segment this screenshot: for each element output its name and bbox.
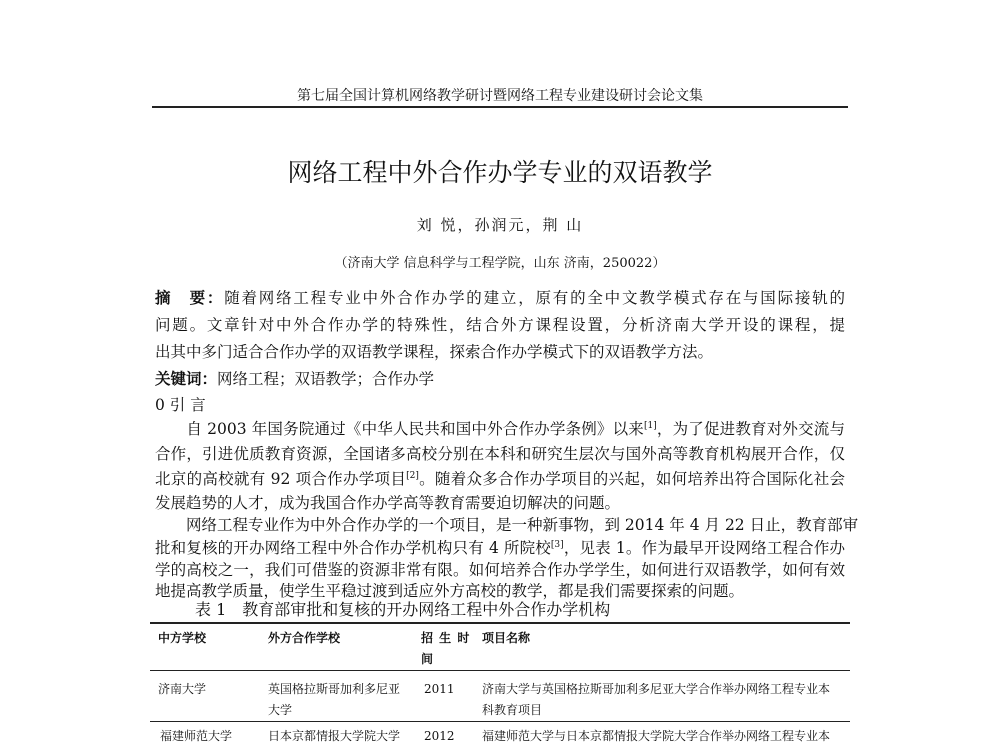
paragraph-text: 。随着众多合作办学项目的兴起，如何培养出符合国际化社会	[418, 470, 845, 488]
paper-title: 网络工程中外合作办学专业的双语教学	[287, 158, 713, 187]
table-cell: 济南大学	[158, 682, 207, 696]
abstract-line	[155, 289, 845, 307]
abstract-text: 随着网络工程专业中外合作办学的建立，原有的全中文教学模式存在与国际接轨的	[224, 289, 845, 307]
table-top-rule	[150, 622, 850, 624]
authors: 刘 悦，孙润元，荆 山	[416, 216, 584, 234]
abstract-line: 出其中多门适合合作办学的双语教学课程，探索合作办学模式下的双语教学方法。	[155, 343, 714, 361]
table-cell: 科教育项目	[482, 703, 543, 717]
table-cell: 英国格拉斯哥加利多尼亚	[268, 682, 401, 696]
header-rule	[152, 106, 848, 108]
keywords	[155, 370, 845, 388]
paragraph-line: 发展趋势的人才，成为我国合作办学高等教育需要迫切解决的问题。	[155, 494, 621, 512]
citation[interactable]: [1]	[643, 420, 657, 431]
paragraph-line	[155, 539, 845, 557]
table-header: 中方学校	[158, 631, 207, 645]
citation[interactable]: [3]	[550, 539, 564, 550]
paragraph-line: 地提高教学质量，使学生平稳过渡到适应外方高校的教学，都是我们需要探索的问题。	[155, 582, 745, 600]
paragraph-line: 合作，引进优质教育资源，全国诸多高校分别在本科和研究生层次与国外高等教育机构展开合作，仅	[155, 445, 845, 463]
paragraph-line: 学的高校之一，我们可借鉴的资源非常有限。如何培养合作办学学生，如何进行双语教学，如何有效	[155, 561, 845, 579]
table-rule	[150, 670, 850, 671]
paragraph-line	[155, 420, 845, 438]
table-header: 外方合作学校	[268, 631, 341, 645]
abstract-label: 摘 要：	[155, 289, 225, 307]
paragraph-line: 网络工程专业作为中外合作办学的一个项目，是一种新事物，到 2014 年 4 月 22 日止，教育部审	[155, 516, 859, 534]
table-rule	[150, 721, 850, 722]
paragraph-text: ，见表 1。作为最早开设网络工程合作办	[563, 539, 846, 557]
running-header: 第七届全国计算机网络教学研讨暨网络工程专业建设研讨会论文集	[297, 88, 703, 104]
table-cell: 2012	[424, 729, 455, 742]
table-cell: 济南大学与英国格拉斯哥加利多尼亚大学合作举办网络工程专业本	[482, 682, 831, 696]
section-heading: 0 引 言	[155, 396, 206, 414]
table-cell: 日本京都情报大学院大学	[268, 729, 401, 742]
citation[interactable]: [2]	[406, 470, 419, 481]
table-header: 招 生 时	[421, 631, 471, 645]
table-header: 间	[421, 652, 434, 666]
paragraph-text: 北京的高校就有 92 项合作办学项目	[155, 470, 407, 488]
keywords-label: 关键词：	[155, 370, 218, 388]
paragraph-text: ，为了促进教育对外交流与	[656, 420, 845, 438]
table-header: 项目名称	[482, 631, 531, 645]
table-caption: 表 1 教育部审批和复核的开办网络工程中外合作办学机构	[195, 600, 611, 619]
affiliation: （济南大学 信息科学与工程学院，山东 济南，250022）	[334, 256, 666, 271]
table-cell: 2011	[424, 682, 455, 696]
paragraph-text: 批和复核的开办网络工程中外合作办学机构只有 4 所院校	[155, 539, 551, 557]
table-cell: 福建师范大学与日本京都情报大学院大学合作举办网络工程专业本	[482, 729, 831, 742]
paragraph-text: 自 2003 年国务院通过《中华人民共和国中外合作办学条例》以来	[155, 420, 644, 438]
paragraph-line	[155, 470, 845, 488]
abstract-line: 问题。文章针对中外合作办学的特殊性，结合外方课程设置，分析济南大学开设的课程，提	[155, 316, 845, 334]
table-cell: 大学	[268, 703, 293, 717]
table-cell: 福建师范大学	[160, 729, 233, 742]
keywords-text: 网络工程；双语教学；合作办学	[217, 370, 435, 388]
